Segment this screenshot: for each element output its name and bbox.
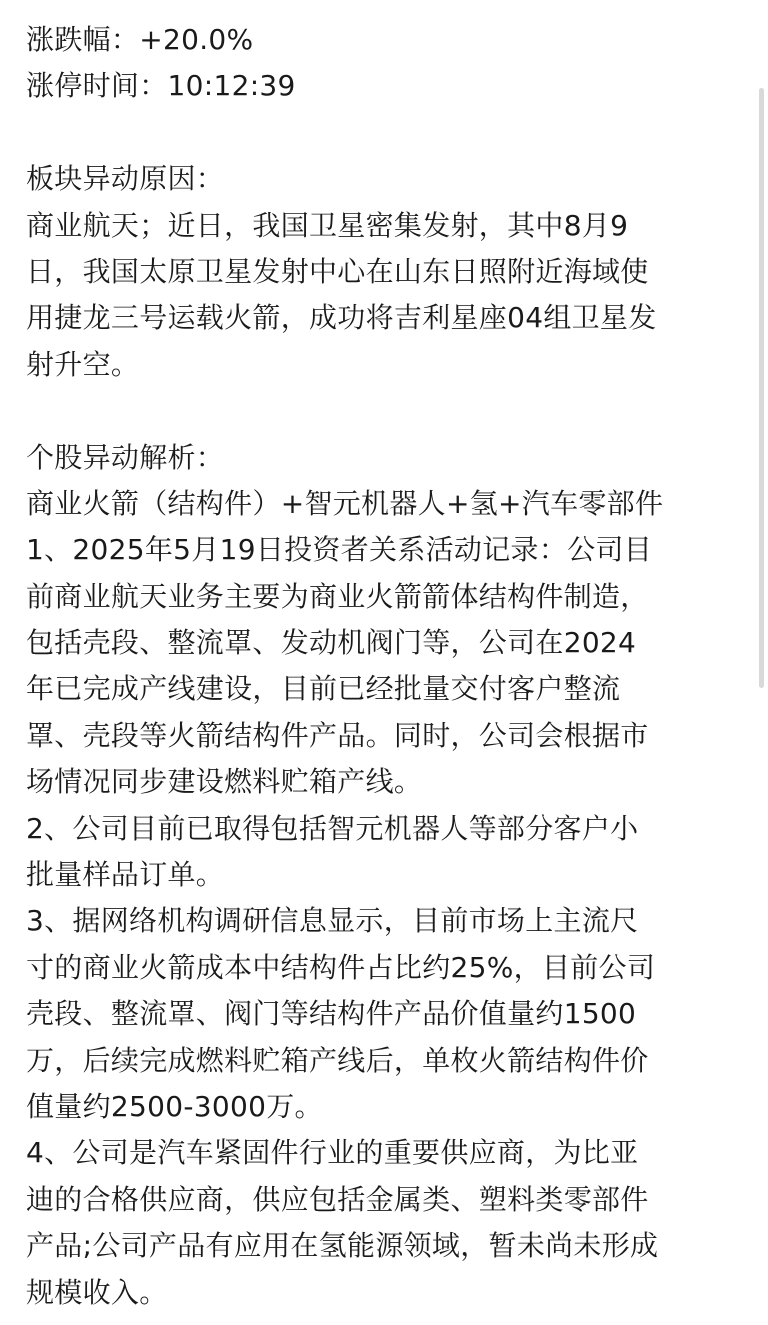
point-3-line: 壳段、整流罩、阀门等结构件产品价值量约1500 [26,997,637,1031]
stock-analysis-title: 个股异动解析： [26,440,225,474]
point-4-line: 规模收入。 [26,1275,168,1309]
article-body [26,17,746,1316]
point-4-line: 4、公司是汽车紧固件行业的重要供应商，为比亚 [26,1136,639,1170]
point-1-line: 年已完成产线建设，目前已经批量交付客户整流 [26,672,621,706]
point-2-line: 批量样品订单。 [26,858,225,892]
sector-reason-line: 商业航天；近日，我国卫星密集发射，其中8月9 [26,208,629,242]
point-1-line: 1、2025年5月19日投资者关系活动记录：公司目 [26,533,653,567]
sector-reason-line: 射升空。 [26,347,140,381]
point-4-line: 产品;公司产品有应用在氢能源领域，暂未尚未形成 [26,1229,659,1263]
point-1-line: 罩、壳段等火箭结构件产品。同时，公司会根据市 [26,718,649,752]
stock-theme-line: 商业火箭（结构件）+智元机器人+氢+汽车零部件 [26,486,664,520]
point-1-line: 场情况同步建设燃料贮箱产线。 [26,765,423,799]
point-3-line: 万，后续完成燃料贮箱产线后，单枚火箭结构件价 [26,1043,649,1077]
price-change-line: 涨跌幅：+20.0% [26,23,254,56]
point-3-line: 值量约2500-3000万。 [26,1089,323,1123]
sector-reason-line: 用捷龙三号运载火箭，成功将吉利星座04组卫星发 [26,301,657,335]
point-3-line: 3、据网络机构调研信息显示，目前市场上主流尺 [26,904,639,938]
sector-reason-line: 日，我国太原卫星发射中心在山东日照附近海域使 [26,254,649,288]
point-1-line: 前商业航天业务主要为商业火箭箭体结构件制造， [26,579,649,613]
spacer [26,110,746,156]
point-4-line: 迪的合格供应商，供应包括金属类、塑料类零部件 [26,1182,649,1216]
point-2-line: 2、公司目前已取得包括智元机器人等部分客户小 [26,811,639,845]
point-1-line: 包括壳段、整流罩、发动机阀门等，公司在2024 [26,626,637,660]
spacer [26,388,746,434]
point-3-line: 寸的商业火箭成本中结构件占比约25%，目前公司 [26,950,656,984]
sector-reason-title: 板块异动原因： [26,162,225,196]
limit-up-time-line: 涨停时间：10:12:39 [26,69,296,103]
scrollbar[interactable] [759,88,764,688]
